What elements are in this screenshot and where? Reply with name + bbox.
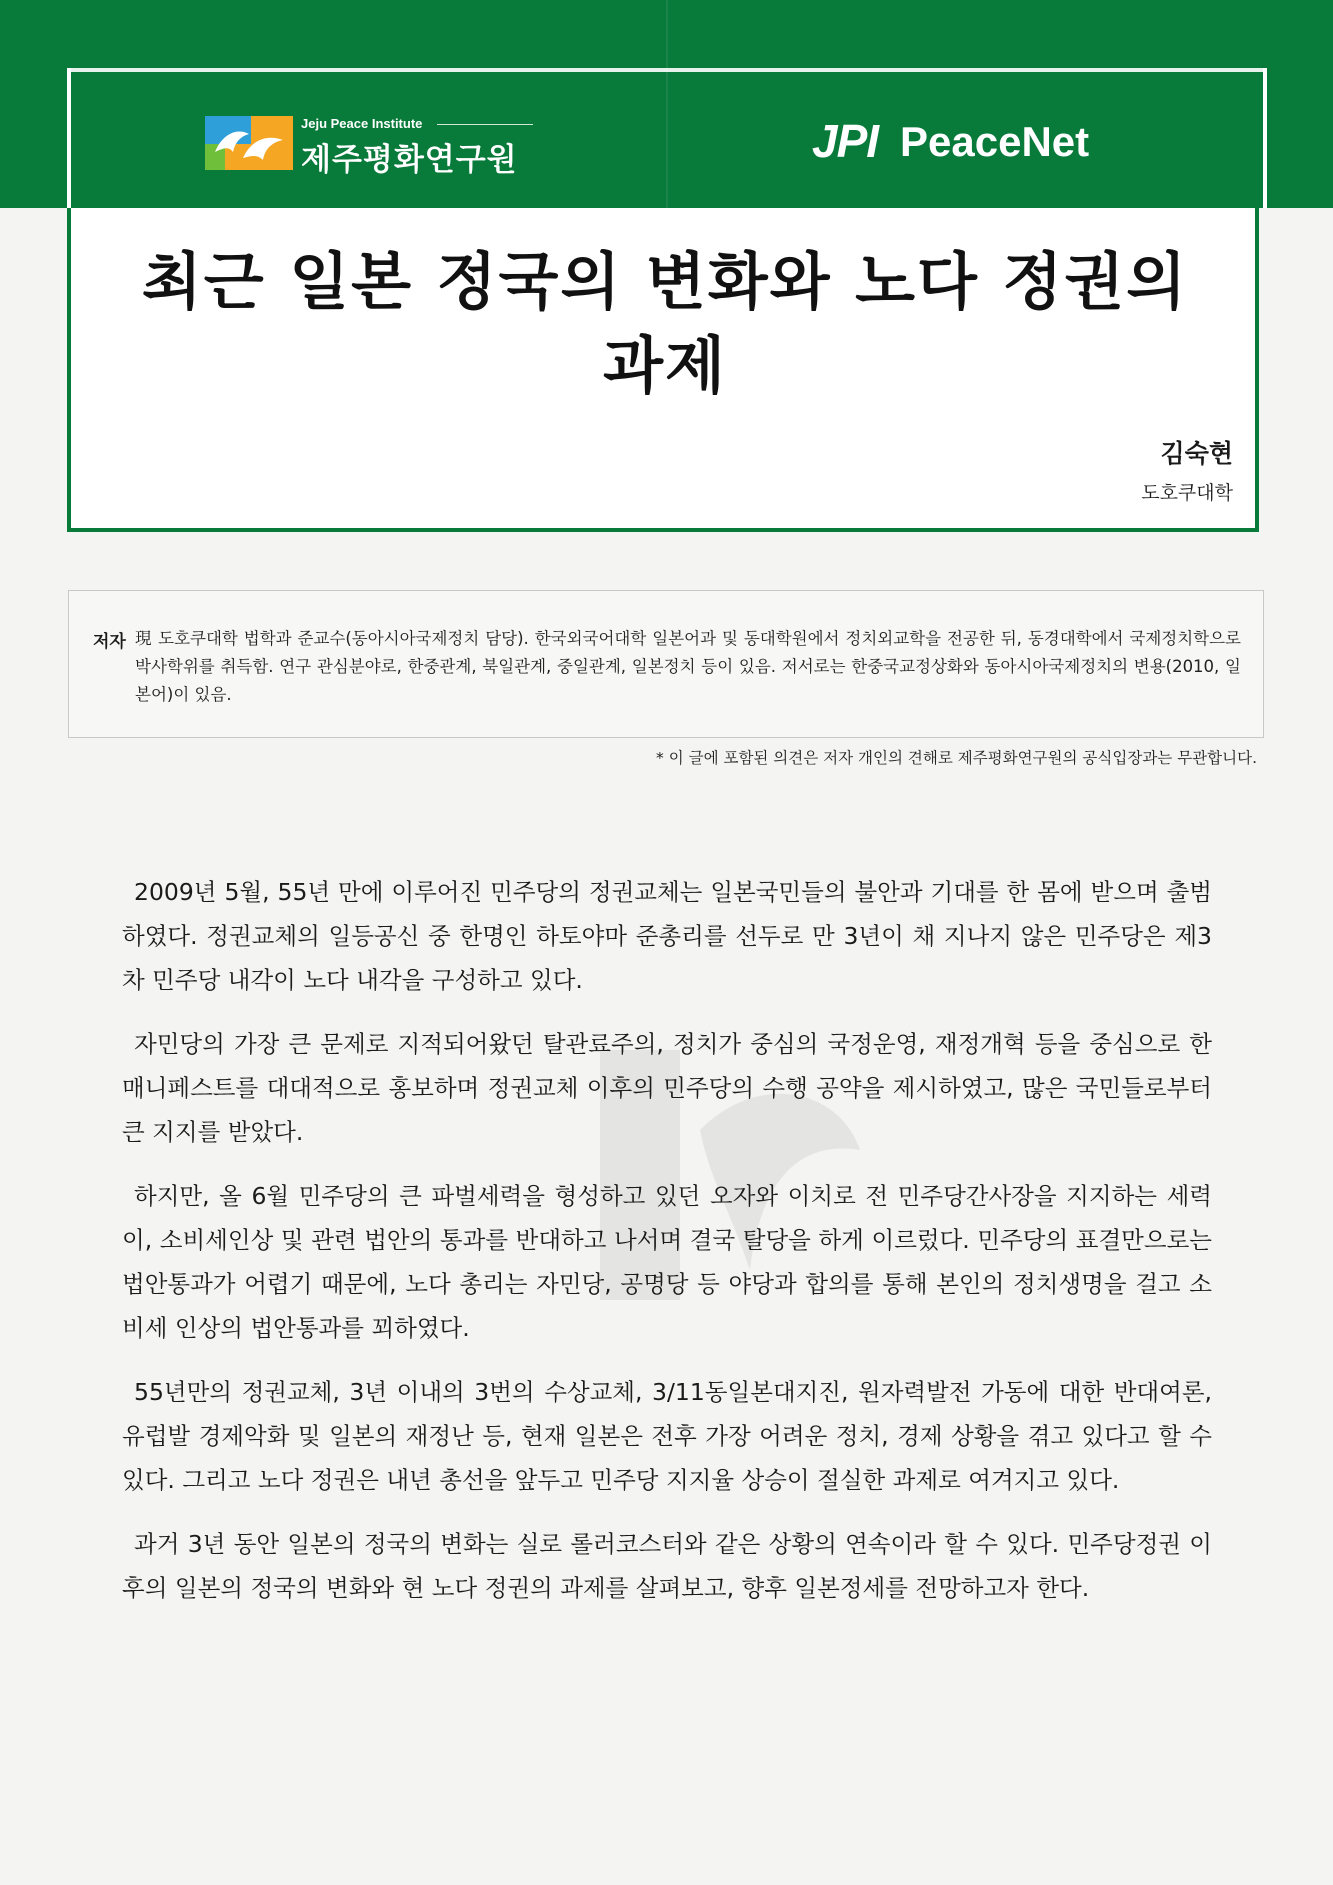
frame-top-line	[67, 68, 1267, 72]
bio-label: 저자	[93, 632, 126, 652]
author-affiliation: 도호쿠대학	[1141, 482, 1233, 504]
bio-text: 現 도호쿠대학 법학과 준교수(동아시아국제정치 담당). 한국외국어대학 일본어과 및 동대학원에서 정치외교학을 전공한 뒤, 동경대학에서 국제정치학으로 박사학위를 취득함. 연구 관심분야로, 한중관계, 북일관계, 중일관계, 일본정치 등이 있음. 저서로는 한중국교정상화와 동아시아국제정치의 변용(2010, 일본어)이 있음.	[135, 629, 1241, 704]
peace-birds-icon	[205, 112, 293, 174]
body-paragraph: 2009년 5월, 55년 만에 이루어진 민주당의 정권교체는 일본국민들의 불안과 기대를 한 몸에 받으며 출범하였다. 정권교체의 일등공신 중 한명인 하토야마 준총리를 선두로 만 3년이 채 지나지 않은 민주당은 제3차 민주당 내각이 노다 내각을 구성하고 있다.	[122, 878, 1212, 994]
author-bio-box	[68, 590, 1264, 738]
institute-name-en: Jeju Peace Institute	[301, 116, 423, 131]
body-paragraph: 자민당의 가장 큰 문제로 지적되어왔던 탈관료주의, 정치가 중심의 국정운영, 재정개혁 등을 중심으로 한 매니페스트를 대대적으로 홍보하며 정권교체 이후의 민주당의 수행 공약을 제시하였고, 많은 국민들로부터 큰 지지를 받았다.	[122, 1030, 1212, 1146]
article-body	[122, 870, 1212, 1630]
body-paragraph: 55년만의 정권교체, 3년 이내의 3번의 수상교체, 3/11동일본대지진, 원자력발전 가동에 대한 반대여론, 유럽발 경제악화 및 일본의 재정난 등, 현재 일본은 전후 가장 어려운 정치, 경제 상황을 겪고 있다고 할 수 있다. 그리고 노다 정권은 내년 총선을 앞두고 민주당 지지율 상승이 절실한 과제로 여겨지고 있다.	[122, 1378, 1212, 1494]
body-paragraph: 하지만, 올 6월 민주당의 큰 파벌세력을 형성하고 있던 오자와 이치로 전 민주당간사장을 지지하는 세력이, 소비세인상 및 관련 법안의 통과를 반대하고 나서며 결국 탈당을 하게 이르렀다. 민주당의 표결만으로는 법안통과가 어렵기 때문에, 노다 총리는 자민당, 공명당 등 야당과 합의를 통해 본인의 정치생명을 걸고 소비세 인상의 법안통과를 꾀하였다.	[122, 1182, 1212, 1342]
disclaimer-note: * 이 글에 포함된 의견은 저자 개인의 견해로 제주평화연구원의 공식입장과는 무관합니다.	[656, 749, 1257, 767]
institute-logo	[205, 108, 545, 178]
jpi-mark: JPI	[812, 115, 879, 167]
logo-rule	[437, 124, 533, 125]
article-title: 최근 일본 정국의 변화와 노다 정권의 과제	[141, 245, 1189, 402]
institute-name-ko: 제주평화연구원	[301, 142, 518, 178]
author-name: 김숙현	[1160, 439, 1233, 468]
frame-left-line	[67, 68, 71, 208]
body-paragraph: 과거 3년 동안 일본의 정국의 변화는 실로 롤러코스터와 같은 상황의 연속이라 할 수 있다. 민주당정권 이후의 일본의 정국의 변화와 현 노다 정권의 과제를 살펴보고, 향후 일본정세를 전망하고자 한다.	[122, 1530, 1212, 1602]
frame-right-line	[1263, 68, 1267, 208]
peacenet-wordmark: PeaceNet	[900, 118, 1090, 165]
